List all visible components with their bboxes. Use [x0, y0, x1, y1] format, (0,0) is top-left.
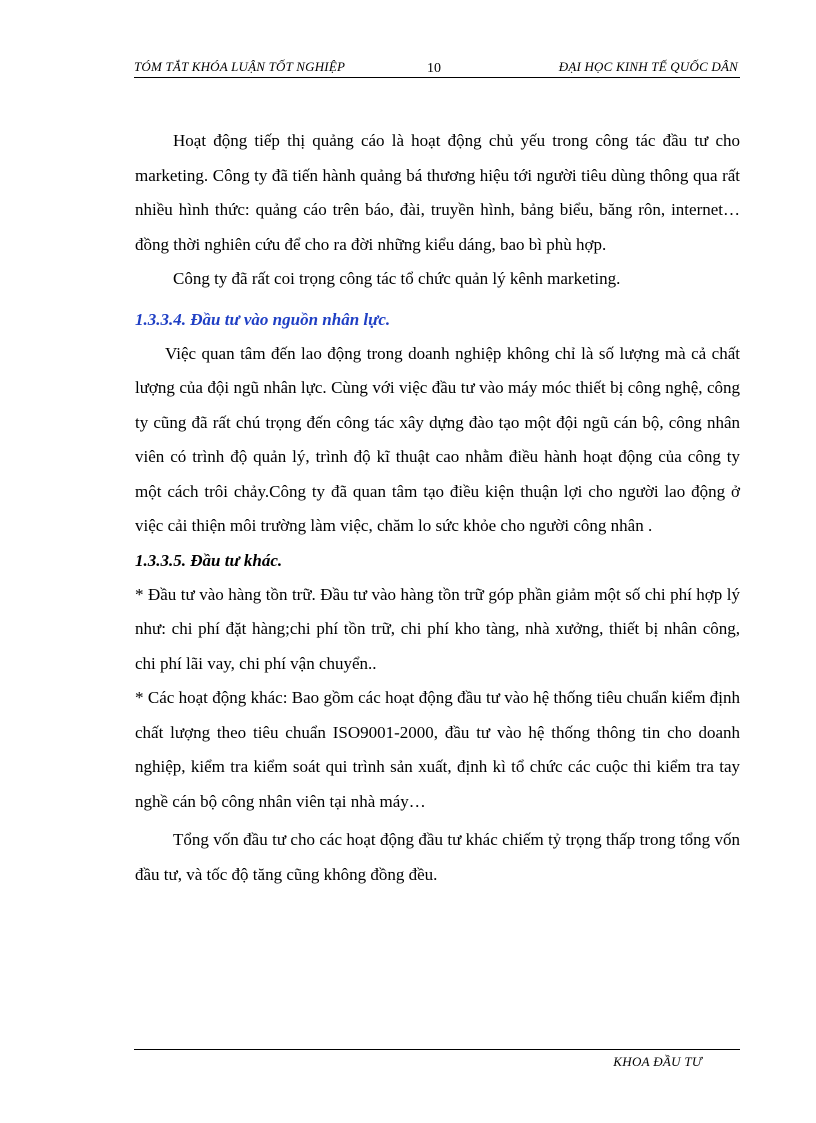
heading-human-resources: 1.3.3.4. Đầu tư vào nguồn nhân lực.	[135, 309, 391, 329]
page-content	[135, 124, 740, 892]
page-header	[134, 57, 740, 78]
paragraph-other-activities: * Các hoạt động khác: Bao gồm các hoạt động đầu tư vào hệ thống tiêu chuẩn kiểm định chất lượng theo tiêu chuẩn ISO9001-2000, đầu tư vào hệ thống thông tin cho doanh nghiệp, kiểm tra kiểm soát qui trình sản xuất, định kì tổ chức các cuộc thi kiểm tra tay nghề cán bộ công nhân viên tại nhà máy…	[135, 688, 740, 811]
footer-department: KHOA ĐẦU TƯ	[613, 1054, 702, 1069]
paragraph-inventory: * Đầu tư vào hàng tồn trữ. Đầu tư vào hàng tồn trữ góp phần giảm một số chi phí hợp lý như: chi phí đặt hàng;chi phí tồn trữ, chi phí kho tàng, nhà xưởng, thiết bị nhân công, chi phí lãi vay, chi phí vận chuyển..	[135, 584, 740, 673]
paragraph-marketing: Hoạt động tiếp thị quảng cáo là hoạt động chủ yếu trong công tác đầu tư cho marketing. Công ty đã tiến hành quảng bá thương hiệu tới người tiêu dùng thông qua rất nhiều hình thức: quảng cáo trên báo, đài, truyền hình, bảng biểu, băng rôn, internet… đồng thời nghiên cứu để cho ra đời những kiểu dáng, bao bì phù hợp.	[135, 131, 740, 254]
paragraph-channel: Công ty đã rất coi trọng công tác tổ chức quản lý kênh marketing.	[173, 269, 621, 288]
paragraph-human-resources: Việc quan tâm đến lao động trong doanh nghiệp không chỉ là số lượng mà cả chất lượng của đội ngũ nhân lực. Cùng với việc đầu tư vào máy móc thiết bị công nghệ, công ty cũng đã rất chú trọng đến công tác xây dựng đào tạo một đội ngũ cán bộ, công nhân viên có trình độ quản lý, trình độ kĩ thuật cao nhằm điều hành hoạt động của công ty một cách trôi chảy.Công ty đã quan tâm tạo điều kiện thuận lợi cho người lao động ở việc cải thiện môi trường làm việc, chăm lo sức khỏe cho người công nhân .	[135, 343, 740, 535]
page-footer	[134, 1049, 740, 1069]
header-thesis-title: TÓM TẮT KHÓA LUẬN TỐT NGHIỆP	[134, 59, 346, 74]
header-university: ĐẠI HỌC KINH TẾ QUỐC DÂN	[558, 59, 738, 74]
page-number: 10	[427, 61, 441, 76]
paragraph-summary: Tổng vốn đầu tư cho các hoạt động đầu tư khác chiếm tỷ trọng thấp trong tổng vốn đầu tư, và tốc độ tăng cũng không đồng đều.	[135, 830, 740, 884]
heading-other-investment: 1.3.3.5. Đầu tư khác.	[135, 550, 283, 570]
